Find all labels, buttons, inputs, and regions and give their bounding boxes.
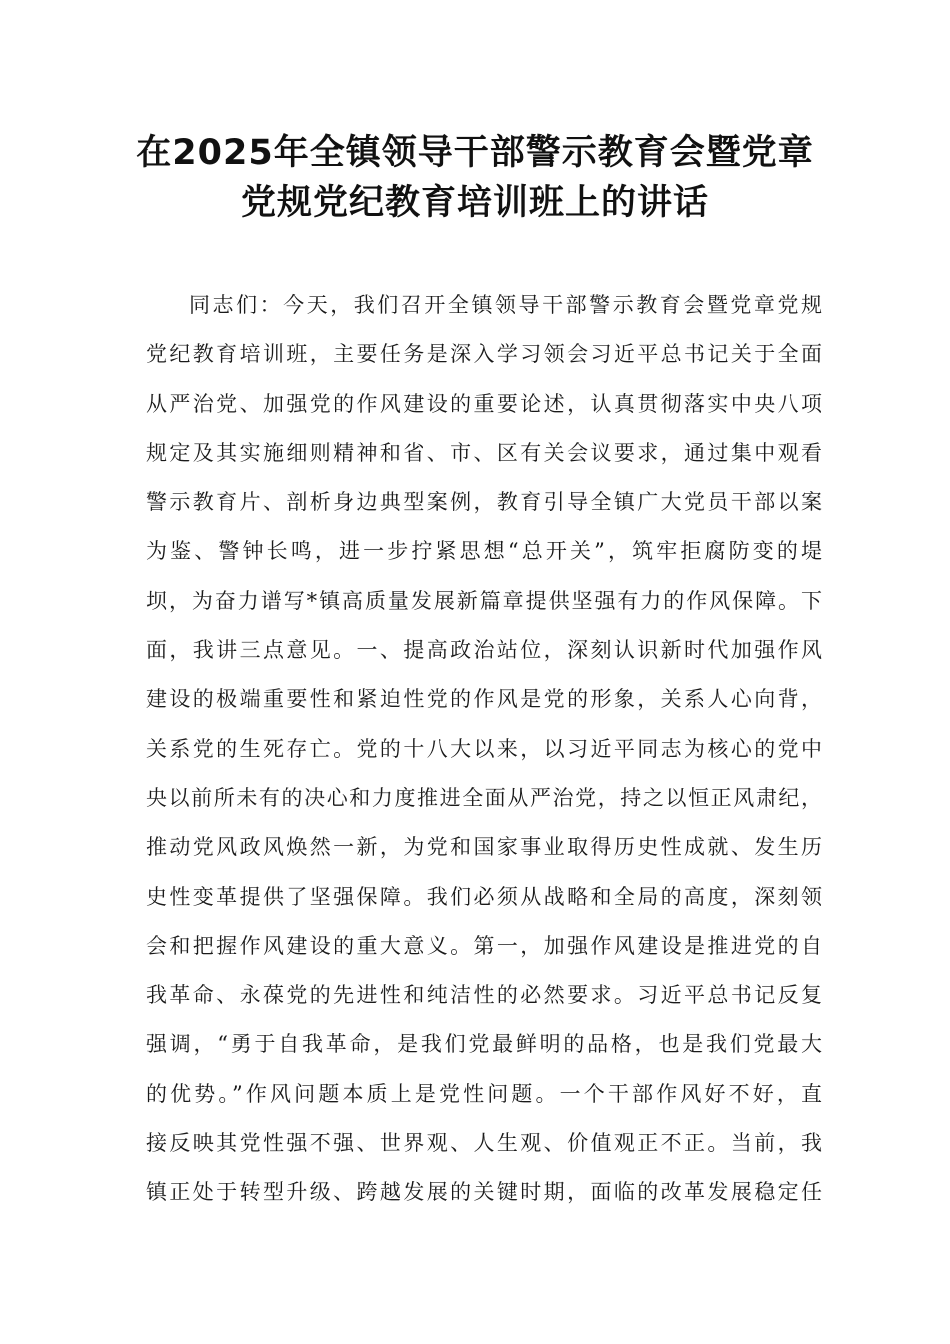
document-title: [100, 128, 850, 228]
body-line-13: 史性变革提供了坚强保障。我们必须从战略和全局的高度，深刻领: [146, 884, 822, 909]
body-line-7: 坝，为奋力谱写*镇高质量发展新篇章提供坚强有力的作风保障。下: [146, 588, 822, 613]
body-line-15: 我革命、永葆党的先进性和纯洁性的必然要求。习近平总书记反复: [146, 983, 822, 1008]
body-line-5: 警示教育片、剖析身边典型案例，教育引导全镇广大党员干部以案: [146, 490, 822, 515]
body-line-8: 面，我讲三点意见。一、提高政治站位，深刻认识新时代加强作风: [146, 638, 822, 663]
body-line-3: 从严治党、加强党的作风建设的重要论述，认真贯彻落实中央八项: [146, 391, 822, 416]
body-line-17: 的优势。”作风问题本质上是党性问题。一个干部作风好不好，直: [146, 1081, 822, 1106]
title-line-2: 党规党纪教育培训班上的讲话: [240, 183, 709, 223]
body-line-11: 央以前所未有的决心和力度推进全面从严治党，持之以恒正风肃纪，: [146, 785, 822, 810]
body-line-18: 接反映其党性强不强、世界观、人生观、价值观正不正。当前，我: [146, 1131, 822, 1156]
body-line-14: 会和把握作风建设的重大意义。第一，加强作风建设是推进党的自: [146, 933, 822, 958]
body-line-2: 党纪教育培训班，主要任务是深入学习领会习近平总书记关于全面: [146, 342, 822, 367]
body-line-4: 规定及其实施细则精神和省、市、区有关会议要求，通过集中观看: [146, 440, 822, 465]
body-line-9: 建设的极端重要性和紧迫性党的作风是党的形象，关系人心向背，: [146, 687, 822, 712]
body-line-12: 推动党风政风焕然一新，为党和国家事业取得历史性成就、发生历: [146, 835, 822, 860]
body-line-6: 为鉴、警钟长鸣，进一步拧紧思想“总开关”，筑牢拒腐防变的堤: [146, 539, 822, 564]
body-line-10: 关系党的生死存亡。党的十八大以来，以习近平同志为核心的党中: [146, 736, 822, 761]
body-line-16: 强调，“勇于自我革命，是我们党最鲜明的品格，也是我们党最大: [146, 1032, 822, 1057]
title-line-1: 在2025年全镇领导干部警示教育会暨党章: [136, 133, 814, 173]
document-body: [146, 281, 822, 1218]
body-line-1: 同志们：今天，我们召开全镇领导干部警示教育会暨党章党规: [189, 293, 822, 317]
body-line-19: 镇正处于转型升级、跨越发展的关键时期，面临的改革发展稳定任: [146, 1180, 822, 1205]
